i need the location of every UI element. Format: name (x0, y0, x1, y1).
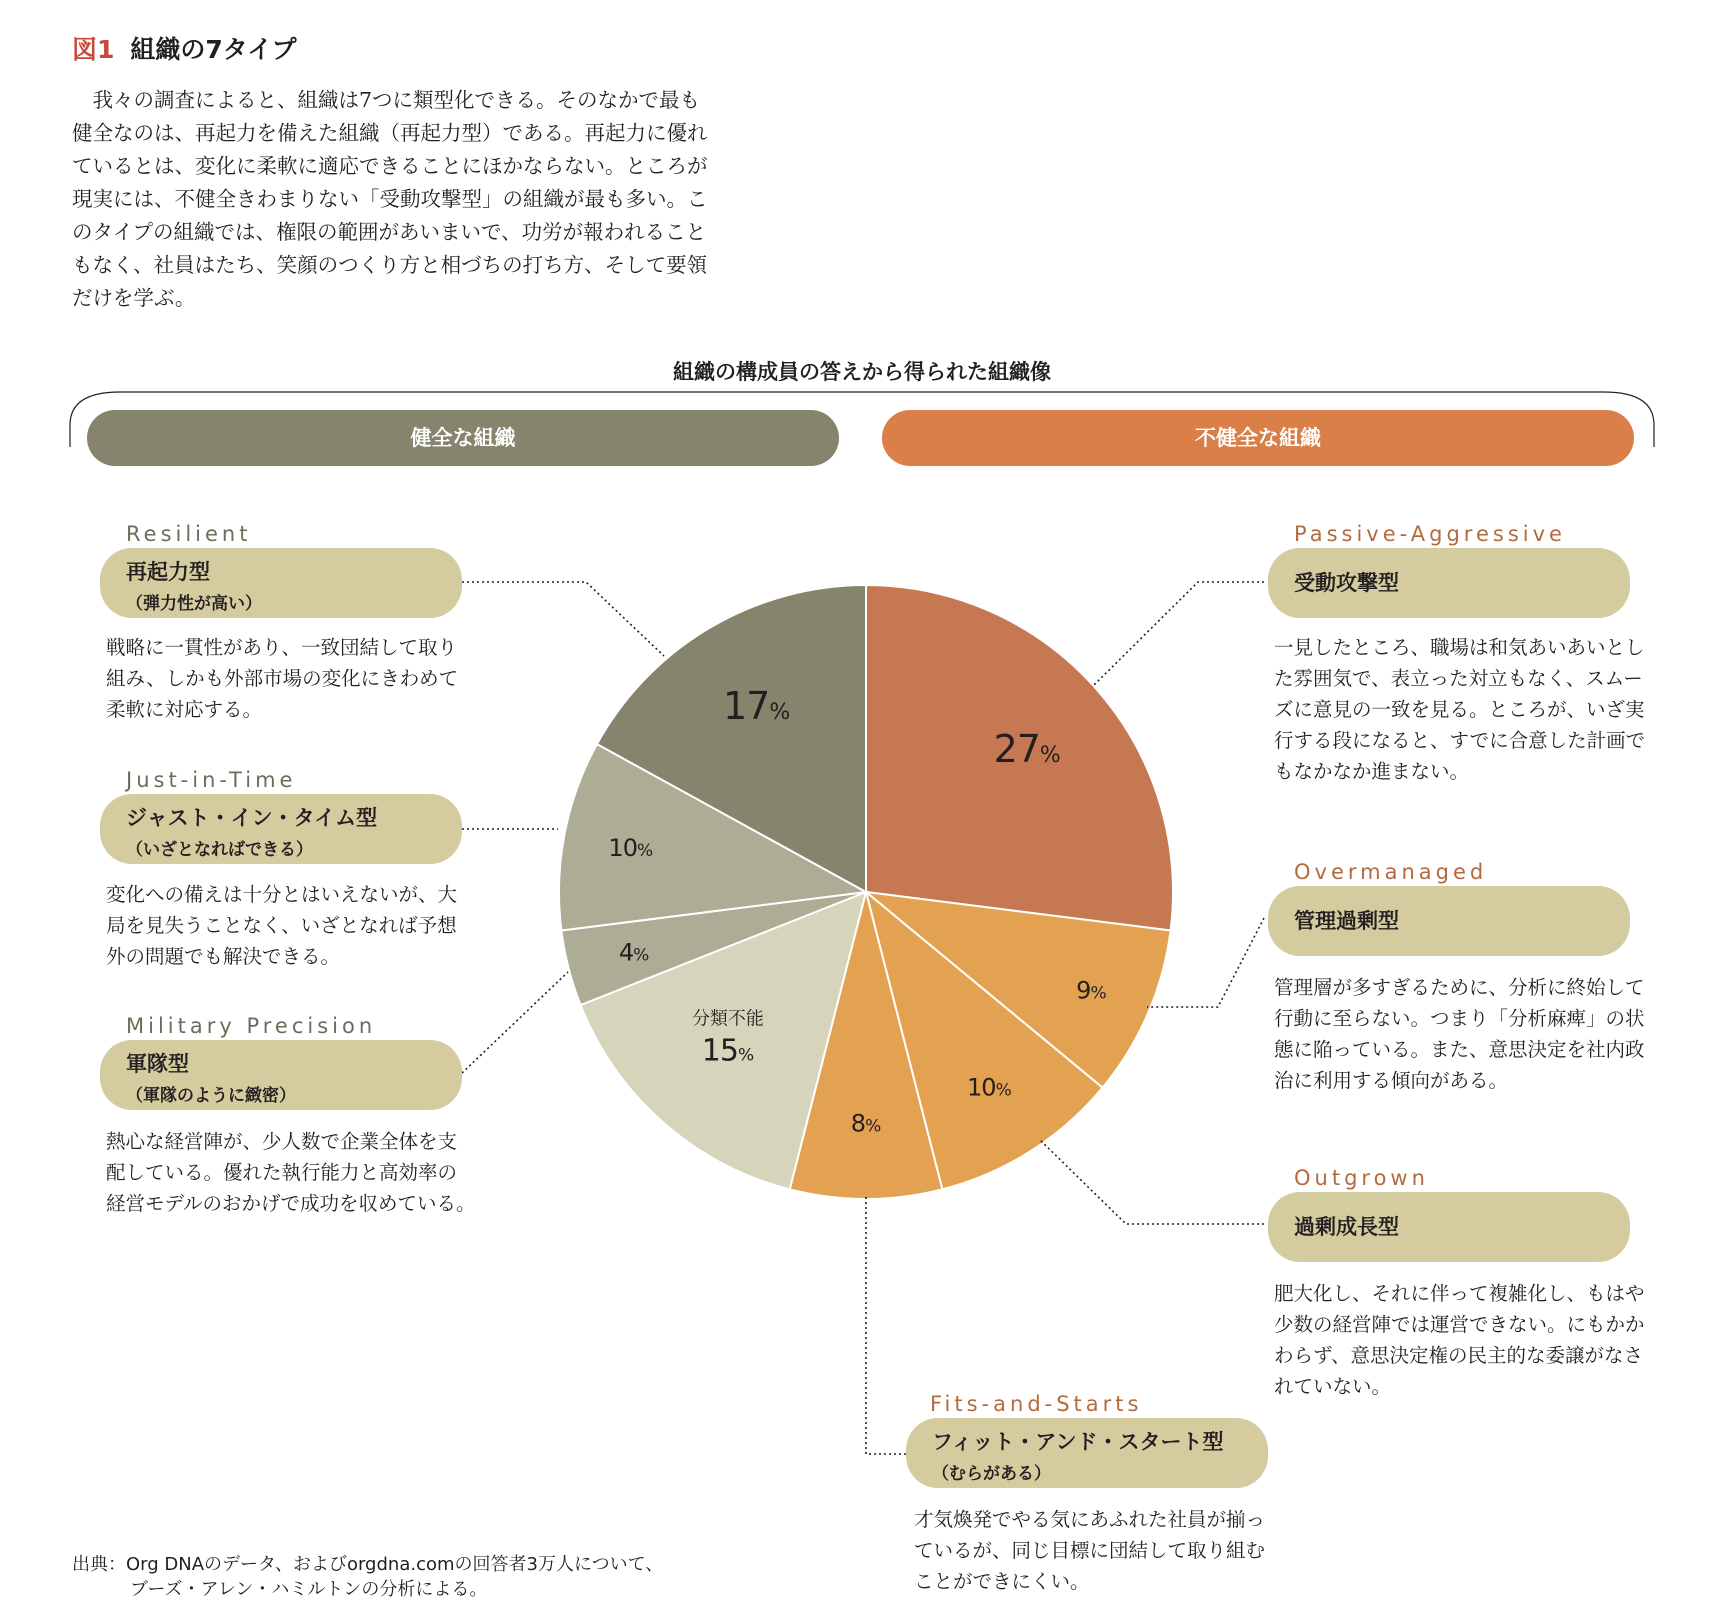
resilient-sub-label: （弾力性が高い） (126, 594, 262, 614)
pie-value-label-unclassified: 15% (701, 1033, 755, 1069)
pie-value-label-passive-aggressive: 27% (993, 726, 1061, 771)
pie-value-label-just-in-time: 10% (608, 834, 654, 863)
pie-name-label-unclassified: 分類不能 (691, 1008, 764, 1030)
pie-value-label-fits-and-starts: 8% (850, 1109, 882, 1138)
passive-aggressive-jp-label: 受動攻撃型 (1294, 571, 1399, 595)
overmanaged-pill (1268, 886, 1630, 956)
resilient-description: 戦略に一貫性があり、一致団結して取り組み、しかも外部市場の変化にきわめて柔軟に対応する。 (106, 636, 459, 721)
passive-aggressive-en-label: Passive-Aggressive (1294, 522, 1566, 546)
leader-line-military (462, 972, 568, 1073)
pie-value-label-military: 4% (618, 938, 650, 967)
category-healthy-banner: 健全な組織 (87, 410, 839, 466)
just-in-time-en-label: Just-in-Time (126, 768, 297, 792)
fits-and-starts-sub-label: （むらがある） (932, 1464, 1051, 1484)
resilient-pill (100, 548, 462, 618)
chart-title: 組織の構成員の答えから得られた組織像 (673, 360, 1051, 384)
outgrown-description: 肥大化し、それに伴って複雑化し、もはや少数の経営陣では運営できない。にもかかわらず、意思決定権の民主的な委譲がなされていない。 (1274, 1282, 1645, 1398)
category-unhealthy-banner: 不健全な組織 (882, 410, 1634, 466)
overmanaged-en-label: Overmanaged (1294, 860, 1488, 884)
just-in-time-pill (100, 794, 462, 864)
source-note (72, 1552, 663, 1602)
outgrown-en-label: Outgrown (1294, 1166, 1429, 1190)
source-line-2: ブーズ・アレン・ハミルトンの分析による。 (130, 1579, 488, 1600)
resilient-jp-label: 再起力型 (126, 560, 210, 584)
pie-slices (559, 585, 1173, 1199)
military-jp-label: 軍隊型 (126, 1052, 189, 1076)
outgrown-pill (1268, 1192, 1630, 1262)
passive-aggressive-description: 一見したところ、職場は和気あいあいとした雰囲気で、表立った対立もなく、スムーズに意見の一致を見る。ところが、いざ実行する段になると、すでに合意した計画でもなかなか進まない。 (1274, 636, 1646, 783)
just-in-time-sub-label: （いざとなればできる） (126, 840, 313, 860)
figure-number: 図1 (72, 35, 115, 64)
resilient-en-label: Resilient (126, 522, 252, 546)
just-in-time-jp-label: ジャスト・イン・タイム型 (126, 806, 378, 830)
military-sub-label: （軍隊のように緻密） (126, 1086, 296, 1106)
overmanaged-jp-label: 管理過剰型 (1294, 909, 1399, 933)
leader-line-fits-and-starts (866, 1197, 914, 1454)
figure-title-text: 組織の7タイプ (130, 35, 297, 64)
outgrown-jp-label: 過剰成長型 (1294, 1215, 1399, 1239)
fits-and-starts-en-label: Fits-and-Starts (930, 1392, 1143, 1416)
pie-value-label-resilient: 17% (722, 684, 791, 729)
military-pill (100, 1040, 462, 1110)
overmanaged-description: 管理層が多すぎるために、分析に終始して行動に至らない。つまり「分析麻痺」の状態に陥っている。また、意思決定を社内政治に利用する傾向がある。 (1274, 976, 1645, 1092)
military-description: 熱心な経営陣が、少人数で企業全体を支配している。優れた執行能力と高効率の経営モデルのおかげで成功を収めている。 (106, 1130, 476, 1215)
leader-line-resilient (462, 582, 664, 656)
pie-value-label-overmanaged: 9% (1076, 976, 1107, 1005)
military-en-label: Military Precision (126, 1014, 377, 1038)
leader-line-outgrown (1040, 1140, 1264, 1224)
fits-and-starts-pill (906, 1418, 1268, 1488)
passive-aggressive-pill (1268, 548, 1630, 618)
pie-value-label-outgrown: 10% (967, 1073, 1012, 1102)
source-line-1: 出典：Org DNAのデータ、およびorgdna.comの回答者3万人について、 (72, 1554, 664, 1575)
just-in-time-description: 変化への備えは十分とはいえないが、大局を見失うことなく、いざとなれば予想外の問題でも解決できる。 (106, 883, 458, 968)
intro-text: 我々の調査によると、組織は7つに類型化できる。そのなかで最も健全なのは、再起力を備えた組織（再起力型）である。再起力に優れているとは、変化に柔軟に適応できることにほかならない。ところが現実には、不健全きわまりない「受動攻撃型」の組織が最も多い。このタイプの組織では、権限の範囲があいまいで、功労が報われることもなく、社員はたち、笑顔のつくり方と相づちの打ち方、そして要領だけを学ぶ。 (72, 88, 708, 310)
fits-and-starts-jp-label: フィット・アンド・スタート型 (932, 1430, 1224, 1454)
leader-line-passive-aggressive (1092, 582, 1264, 687)
fits-and-starts-description: 才気煥発でやる気にあふれた社員が揃っているが、同じ目標に団結して取り組むことができにくい。 (914, 1508, 1266, 1593)
